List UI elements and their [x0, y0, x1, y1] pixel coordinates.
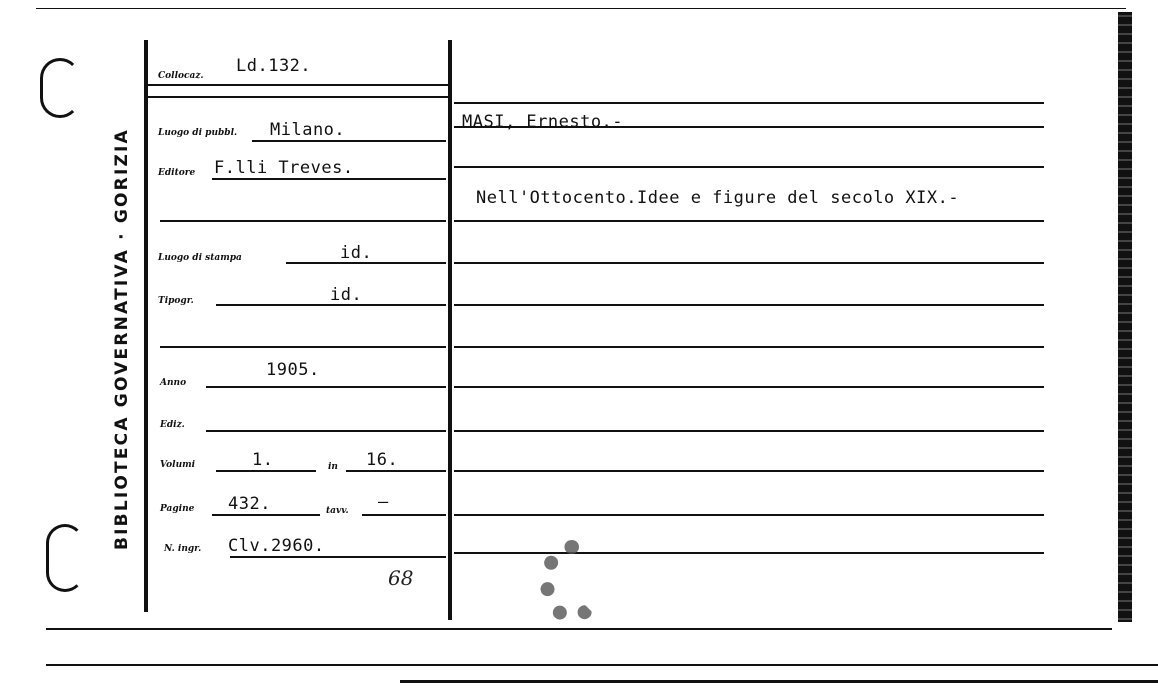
label-ingresso: N. ingr.: [164, 544, 202, 554]
punch-hole-top: [40, 58, 80, 118]
value-editore: F.lli Treves.: [214, 158, 354, 178]
value-tipogr: id.: [330, 285, 363, 305]
label-volumi: Volumi: [160, 460, 196, 470]
punch-hole-bottom: [46, 524, 84, 592]
value-luogo-stampa: id.: [340, 243, 373, 263]
rule-right-6: [454, 304, 1044, 306]
rule-collocazione: [148, 84, 448, 86]
label-editore: Editore: [158, 168, 196, 178]
card-top-edge: [36, 8, 1126, 9]
rule-editore: [212, 178, 446, 180]
rule-right-1: [454, 102, 1044, 104]
rule-anno: [206, 386, 446, 388]
rule-pagine-b: [362, 514, 446, 516]
rule-luogo: [252, 140, 446, 142]
value-tavole: —: [378, 492, 389, 512]
scan-bottom-line: [46, 664, 1158, 666]
label-luogo-pubbl: Luogo di pubbl.: [158, 128, 238, 138]
rule-volumi-b: [346, 470, 446, 472]
rule-volumi-a: [216, 470, 316, 472]
author-heading: MASI, Ernesto.-: [462, 112, 624, 132]
value-volumi: 1.: [252, 450, 274, 470]
value-anno: 1905.: [266, 360, 320, 380]
rule-pagine-a: [212, 514, 320, 516]
rule-blank-2: [160, 346, 446, 348]
rule-ediz: [206, 430, 446, 432]
library-stamp: [540, 540, 604, 624]
rule-right-11: [454, 514, 1044, 516]
handwritten-number: 68: [388, 566, 414, 590]
rule-right-3: [454, 166, 1044, 168]
label-tipogr: Tipogr.: [158, 296, 194, 306]
value-collocazione: Ld.132.: [236, 56, 312, 76]
rule-right-4: [454, 220, 1044, 222]
label-anno: Anno: [160, 378, 187, 388]
rule-right-5: [454, 262, 1044, 264]
value-in: 16.: [366, 450, 399, 470]
label-pagine: Pagine: [160, 504, 195, 514]
rule-right-9: [454, 430, 1044, 432]
rule-ingr: [230, 556, 446, 558]
book-title: Nell'Ottocento.Idee e figure del secolo XIX.-: [476, 188, 960, 208]
label-ediz: Ediz.: [160, 420, 185, 430]
rule-right-10: [454, 470, 1044, 472]
label-luogo-stampa: Luogo di stampa: [158, 253, 242, 263]
rule-right-7: [454, 346, 1044, 348]
rule-blank-1: [160, 220, 446, 222]
value-pagine: 432.: [228, 494, 271, 514]
card-right-edge: [1118, 12, 1132, 622]
library-side-label: BIBLIOTECA GOVERNATIVA · GORIZIA: [112, 128, 132, 550]
rule-header: [148, 96, 448, 98]
label-in: in: [328, 462, 338, 472]
left-column-line: [144, 40, 148, 612]
rule-right-8: [454, 386, 1044, 388]
label-tavole: tavv.: [326, 506, 349, 516]
value-luogo-pubbl: Milano.: [270, 120, 346, 140]
card-bottom-edge: [46, 628, 1112, 630]
value-ingresso: Clv.2960.: [228, 536, 325, 556]
rule-right-12: [454, 552, 1044, 554]
middle-column-line: [448, 40, 452, 620]
scan-bottom-line-2: [400, 680, 1158, 683]
label-collocazione: Collocaz.: [158, 71, 204, 81]
